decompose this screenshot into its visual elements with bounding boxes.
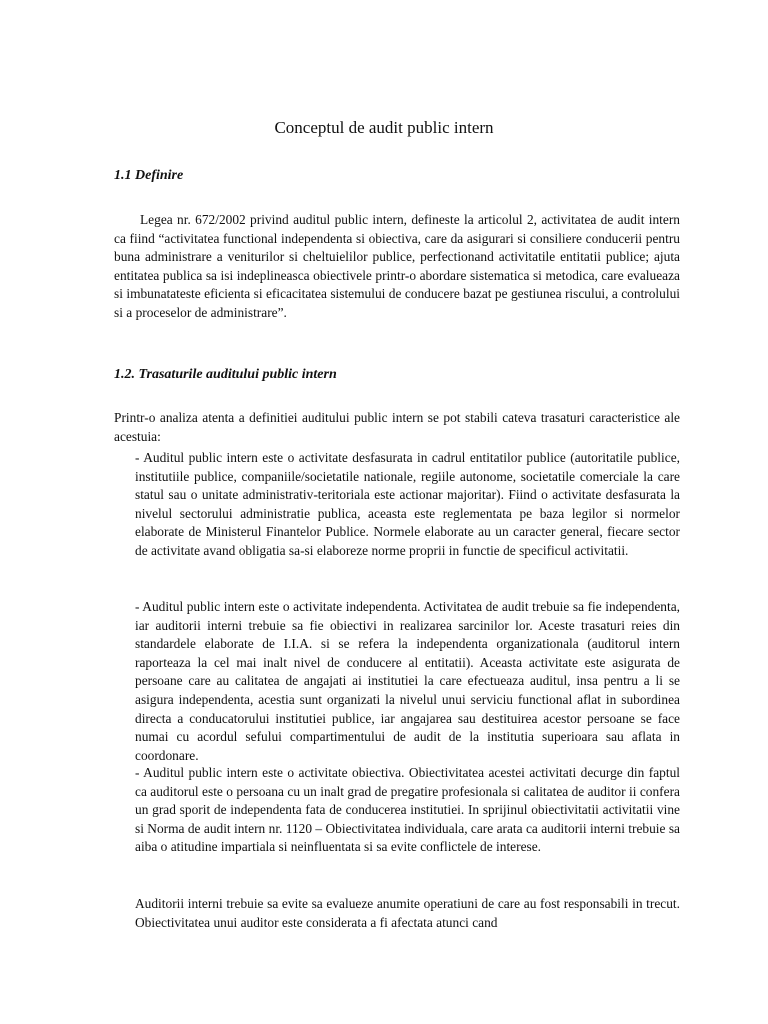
objectivity-continuation-paragraph: Auditorii interni trebuie sa evite sa evalueze anumite operatiuni de care au fost responsabili in trecut. Obiectivitatea unui auditor este considerata a fi afectata atunci cand <box>135 896 680 930</box>
section-heading-definire: 1.1 Definire <box>114 168 184 183</box>
list-item-public-entities: - Auditul public intern este o activitate desfasurata in cadrul entitatilor publice (autoritatile publice, institutiile publice, companiile/societatile nationale, regiile autonome, societatile comerciale la care statul sau o unitate administrativ-teritoriala este actionar majoritar). Fiind o activitate desfasurata la nivelul sectorului administratie publica, aceasta este reglementata pe baza legilor si normelor elaborate de Ministerul Finantelor Publice. Normele elaborate au un caracter general, fiecare sector de activitate avand obligatia sa-si elaboreze norme proprii in functie de specificul activitatii. <box>135 450 680 558</box>
list-item-objectivity: - Auditul public intern este o activitate obiectiva. Obiectivitatea acestei activitati decurge din faptul ca auditorul este o persoana cu un inalt grad de pregatire profesionala si calitatea de auditor ii confera un grad sporit de independenta fata de conducerea institutiei. In sprijinul obiectivitatii activitatii vine si Norma de audit intern nr. 1120 – Obiectivitatea individuala, care arata ca auditorii interni trebuie sa aiba o atitudine impartiala si neinfluentata si sa evite conflictele de interese. <box>135 765 680 855</box>
section-heading-trasaturi: 1.2. Trasaturile auditului public intern <box>114 367 337 382</box>
document-title: Conceptul de audit public intern <box>274 118 494 137</box>
intro-paragraph: Printr-o analiza atenta a definitiei auditului public intern se pot stabili cateva trasaturi caracteristice ale acestuia: <box>114 410 680 444</box>
list-item-independence: - Auditul public intern este o activitate independenta. Activitatea de audit trebuie sa fie independenta, iar auditorii interni trebuie sa fie obiectivi in realizarea sarcinilor lor. Aceste trasaturi reies din standardele elaborate de I.I.A. si se refera la independenta organizationala (auditorul intern raporteaza la cel mai inalt nivel de conducere al entitatii). Aceasta activitate este asigurata de persoane care au calitatea de angajati ai institutiei la care efectueaza auditul, insa pentru a li se asigura independenta, acestia sunt organizati la nivelul unui serviciu functional aflat in subordinea directa a conducatorului institutiei publice, iar angajarea sau destituirea acestor persoane se face numai cu acordul sefului compartimentului de audit de la institutia superioara sau aflata in coordonare. <box>135 599 680 763</box>
definition-paragraph: Legea nr. 672/2002 privind auditul public intern, defineste la articolul 2, activitatea de audit intern ca fiind “activitatea functional independenta si obiectiva, care da asigurari si consiliere conducerii pentru buna administrare a veniturilor si cheltuielilor publice, perfectionand activitatile entitatii publice; ajuta entitatea publica sa isi indeplineasca obiectivele printr-o abordare sistematica si metodica, care evalueaza si imbunatateste eficienta si eficacitatea sistemului de conducere bazat pe gestiunea riscului, a controlului si a proceselor de administrare”. <box>114 212 680 320</box>
